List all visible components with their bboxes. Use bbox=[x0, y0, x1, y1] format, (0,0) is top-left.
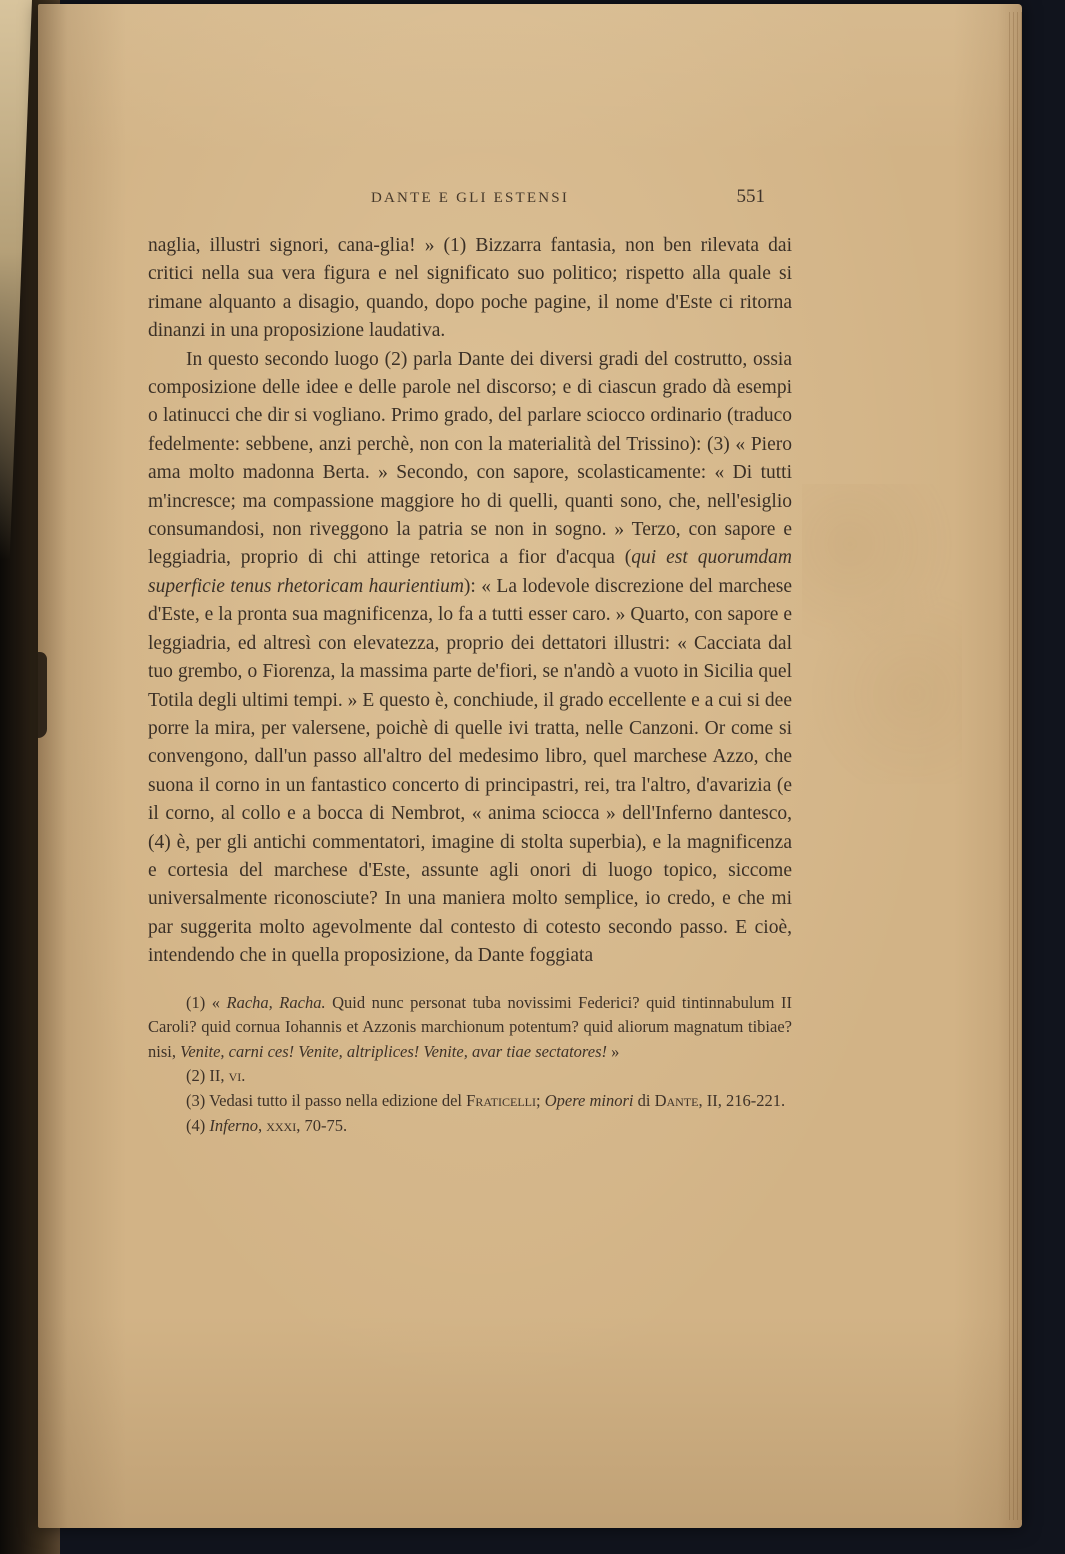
page-header bbox=[148, 186, 792, 218]
page-stack-edges bbox=[1006, 12, 1022, 1520]
footnote: (3) Vedasi tutto il passo nella edizione del Fraticelli; Opere minori di Dante, II, 216-221. bbox=[186, 1090, 786, 1110]
page-edge-tear bbox=[38, 652, 47, 738]
footnote: (1) « Racha, Racha. Quid nunc personat tuba novissimi Federici? quid tintinnabulum II Caroli? quid cornua Iohannis et Azzonis marchionum potentum? quid aliorum magnatum tibiae? nisi, Venite, carni ces! Venite, altriplices! Venite, avar tiae sectatores! » bbox=[148, 992, 792, 1061]
body-paragraph: naglia, illustri signori, cana-glia! » (1) Bizzarra fantasia, non ben rilevata dai critici nella sua vera figura e nel significato suo politico; rispetto alla quale si rimane alquanto a disagio, quando, dopo poche pagine, il nome d'Este ci ritorna dinanzi in una proposizione laudativa. bbox=[148, 235, 792, 342]
footnote: (4) Inferno, xxxi, 70-75. bbox=[186, 1115, 348, 1135]
page-number: 551 bbox=[736, 186, 765, 207]
footnote: (2) II, vi. bbox=[186, 1066, 246, 1086]
paper-stain bbox=[802, 484, 962, 784]
book-page bbox=[38, 4, 1022, 1528]
text-column bbox=[148, 186, 792, 1138]
footnotes-section bbox=[148, 991, 792, 1139]
body-paragraph: In questo secondo luogo (2) parla Dante dei diversi gradi del costrutto, ossia composizione delle idee e delle parole nel discorso; e di ciascun grado dà esempi o latinucci che dir si vogliano. Primo grado, del parlare sciocco ordinario (traduco fedelmente: sebbene, anzi perchè, non con la materialità del Trissino): (3) « Piero ama molto madonna Berta. » Secondo, con sapore, scolasticamente: « Di tutti m'incresce; ma compassione maggiore ho di quelli, quanti sono, che, nell'esiglio consumandosi, non riveggono la patria se non in sogno. » Terzo, con sapore e leggiadria, proprio di chi attinge retorica a fior d'acqua (qui est quorumdam superficie tenus rhetoricam haurientium): « La lodevole discrezione del marchese d'Este, e la pronta sua magnificenza, lo fa a tutti esser caro. » Quarto, con sapore e leggiadria, ed altresì con elevatezza, proprio dei dettatori illustri: « Cacciata dal tuo grembo, o Fiorenza, la massima parte de'fiori, se n'andò a vuoto in Sicilia quel Totila degli ultimi tempi. » E questo è, conchiude, il grado eccellente e a cui si dee porre la mira, per valersene, poichè di quelle ivi tratta, nelle Canzoni. Or come si convengono, dall'un passo all'altro del medesimo libro, quel marchese Azzo, che suona il corno in un fantastico concerto di principastri, rei, tra l'altro, d'avarizia (e il corno, al collo e a bocca di Nembrot, « anima sciocca » dell'Inferno dantesco, (4) è, per gli antichi commentatori, imagine di stolta superbia), e la magnificenza e cortesia del marchese d'Este, assunte agli onori di luogo topico, siccome universalmente riconosciute? In una maniera molto semplice, io credo, e che mi par suggerita molto agevolmente dal contesto di cotesto secondo passo. E cioè, intendendo che in quella proposizione, da Dante foggiata bbox=[148, 348, 792, 967]
running-title: DANTE E GLI ESTENSI bbox=[370, 190, 570, 206]
